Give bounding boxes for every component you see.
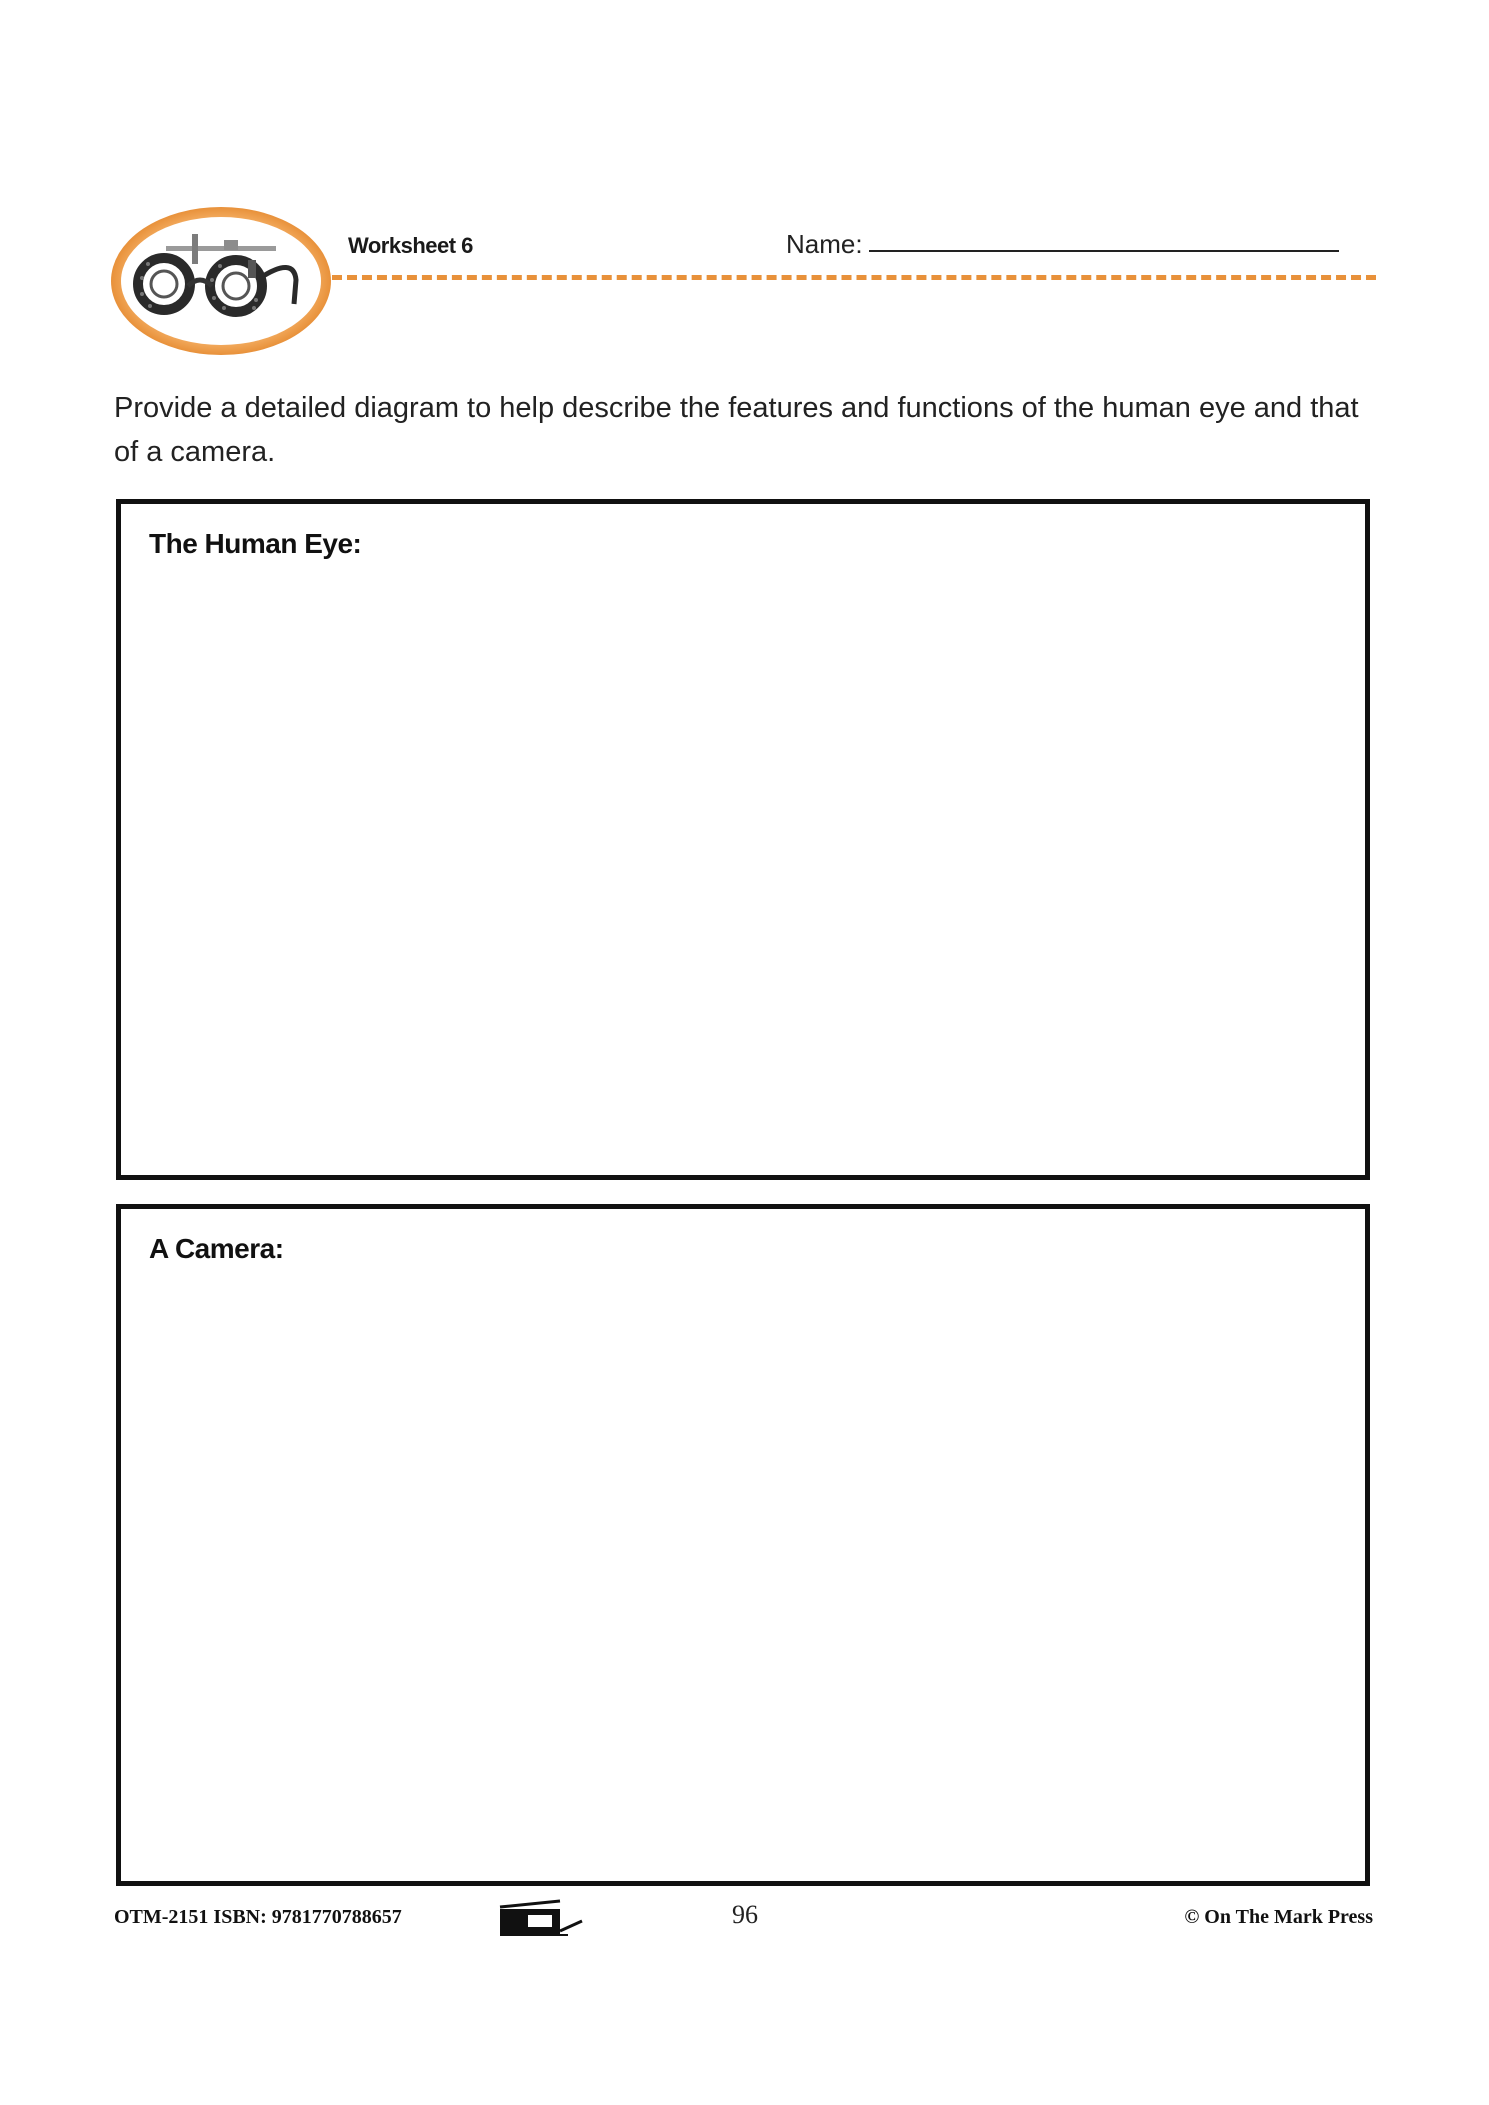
publisher-logo-icon xyxy=(498,1893,584,1939)
human-eye-box xyxy=(116,499,1370,1180)
camera-box xyxy=(116,1204,1370,1886)
page-number: 96 xyxy=(732,1900,758,1929)
camera-drawing-area[interactable] xyxy=(141,1289,1345,1861)
footer-code-isbn: OTM-2151 ISBN: 9781770788657 xyxy=(114,1906,402,1928)
trial-frame-glasses-icon xyxy=(108,204,334,358)
worksheet-title: Worksheet 6 xyxy=(348,233,473,258)
name-label: Name: xyxy=(786,229,863,259)
header-divider xyxy=(332,275,1376,280)
footer-copyright: © On The Mark Press xyxy=(1184,1906,1373,1928)
human-eye-label: The Human Eye: xyxy=(149,528,362,559)
name-field[interactable] xyxy=(786,228,1339,260)
name-write-line[interactable] xyxy=(869,250,1339,252)
human-eye-drawing-area[interactable] xyxy=(141,584,1345,1155)
camera-label: A Camera: xyxy=(149,1233,284,1264)
instructions-text: Provide a detailed diagram to help describe the features and functions of the human eye and that of a camera. xyxy=(114,392,1359,468)
